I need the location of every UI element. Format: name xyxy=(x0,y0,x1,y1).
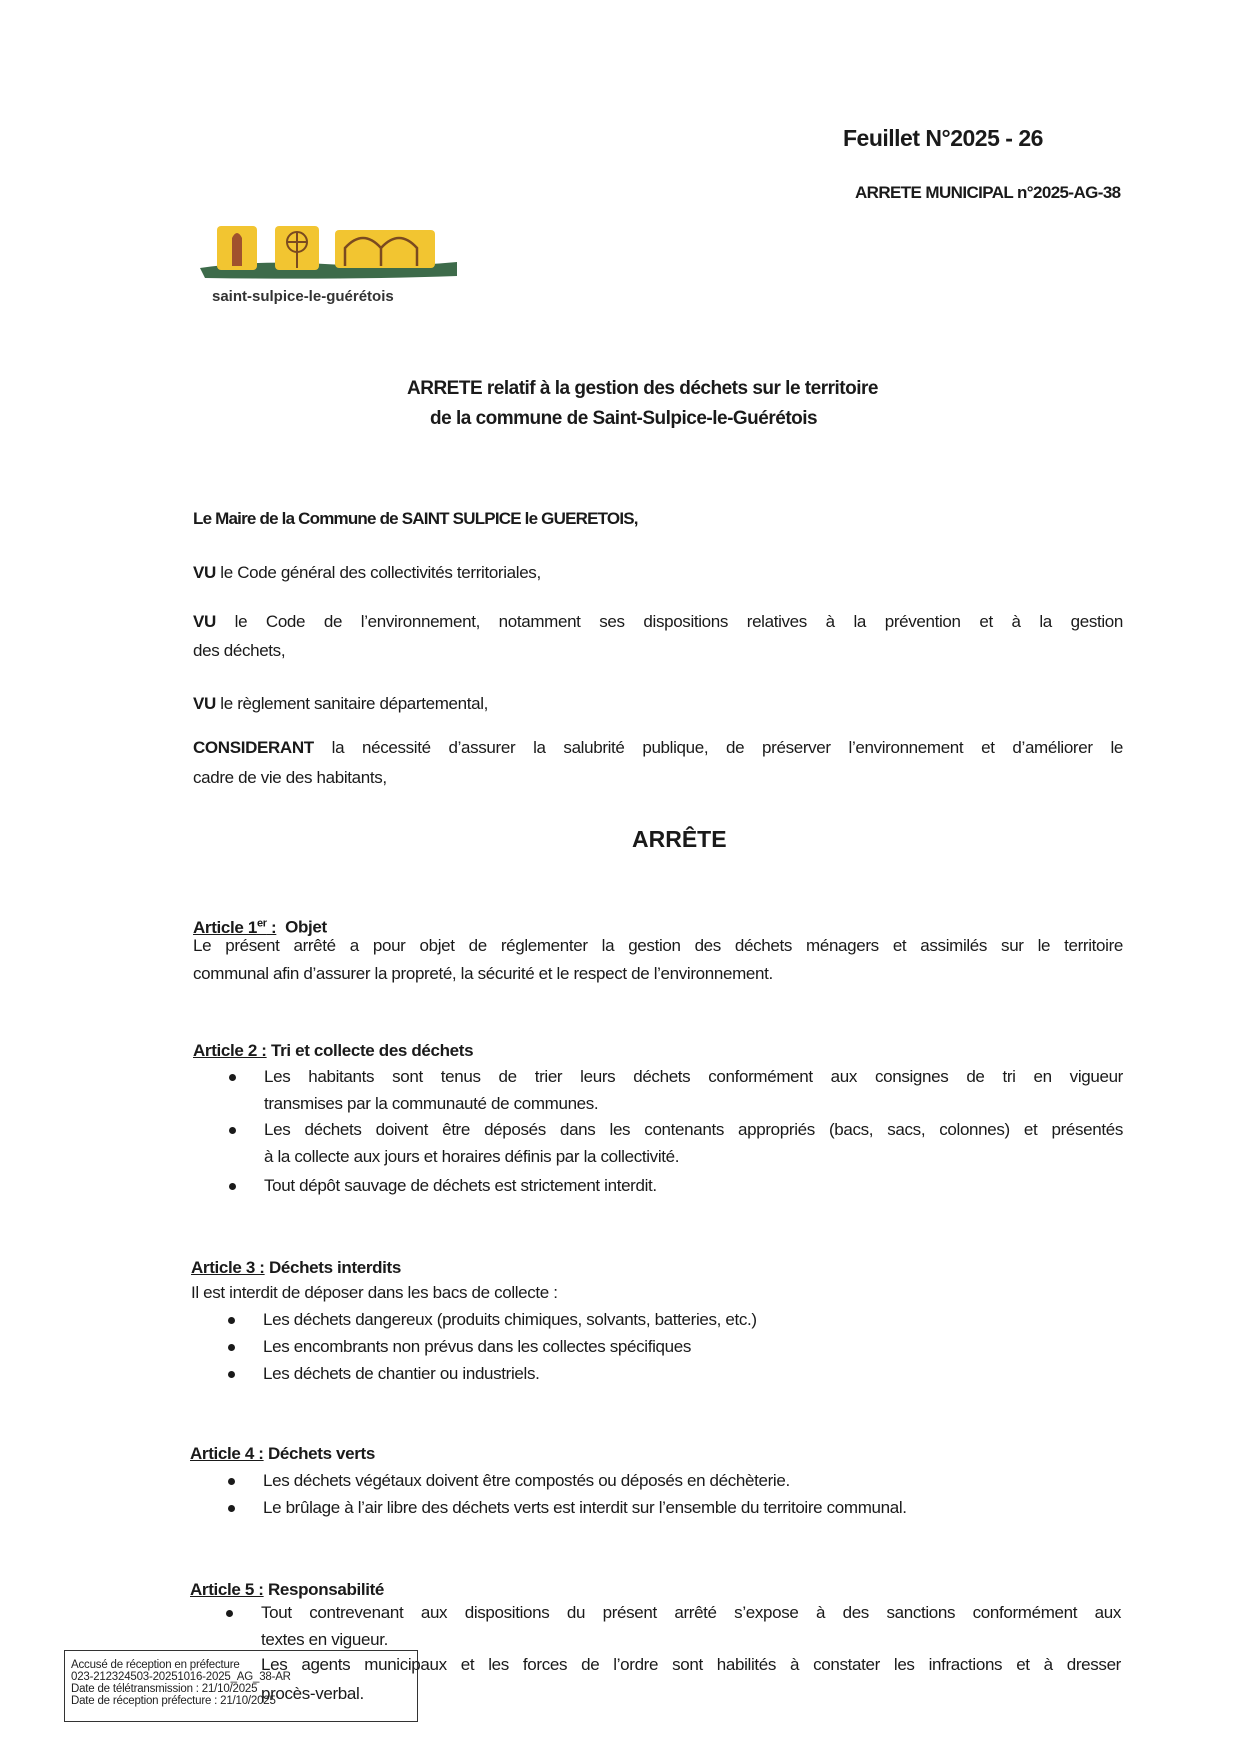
bullet-icon xyxy=(229,1183,236,1190)
vu-cgct xyxy=(193,562,541,584)
bullet-icon xyxy=(226,1610,233,1617)
article-5-label: Article 5 : xyxy=(190,1580,264,1599)
vu-text: le Code général des collectivités territoriales, xyxy=(215,563,541,582)
article-5-bullet-1-line-1: Tout contrevenant aux dispositions du présent arrêté s’expose à des sanctions conformément aux xyxy=(261,1603,1121,1622)
article-2-bullet-3: Tout dépôt sauvage de déchets est strictement interdit. xyxy=(264,1176,657,1195)
considerant-text: la nécessité d’assurer la salubrité publique, de préserver l’environnement et d’améliorer le xyxy=(313,738,1123,757)
article-3-bullet-1: Les déchets dangereux (produits chimiques, solvants, batteries, etc.) xyxy=(263,1310,757,1329)
article-3-intro: Il est interdit de déposer dans les bacs de collecte : xyxy=(191,1283,558,1302)
considerant-line-1 xyxy=(193,737,1123,759)
article-2-label: Article 2 : xyxy=(193,1041,267,1060)
bullet-icon xyxy=(228,1344,235,1351)
article-4-heading: Article 4 : Déchets verts xyxy=(190,1444,375,1463)
vu-keyword: VU xyxy=(193,694,216,713)
bullet-icon xyxy=(229,1127,236,1134)
article-3-bullet-3: Les déchets de chantier ou industriels. xyxy=(263,1364,540,1383)
article-5-bullet-2-line-1: Les agents municipaux et les forces de l’ordre sont habilités à constater les infractions et à dresser xyxy=(261,1655,1121,1674)
article-5-bullet-1-line-2: textes en vigueur. xyxy=(261,1630,388,1649)
vu-text: le règlement sanitaire départemental, xyxy=(215,694,489,713)
title-line-2: de la commune de Saint-Sulpice-le-Guérétois xyxy=(430,408,818,429)
maire-line: Le Maire de la Commune de SAINT SULPICE le GUERETOIS, xyxy=(193,509,638,528)
vu-keyword: VU xyxy=(193,612,216,631)
article-2-bullet-1-line-2: transmises par la communauté de communes. xyxy=(264,1094,599,1113)
article-2-heading: Article 2 : Tri et collecte des déchets xyxy=(193,1041,474,1060)
stamp-line: Accusé de réception en préfecture xyxy=(71,1659,240,1671)
vu-keyword: VU xyxy=(193,563,216,582)
stamp-line: 023-212324503-20251016-2025_AG_38-AR xyxy=(71,1671,291,1683)
stamp-line: Date de réception préfecture : 21/10/2025 xyxy=(71,1695,276,1707)
article-2-bullet-2-line-2: à la collecte aux jours et horaires définis par la collectivité. xyxy=(264,1147,680,1166)
stamp-line: Date de télétransmission : 21/10/2025 xyxy=(71,1683,258,1695)
article-3-bullet-2: Les encombrants non prévus dans les collectes spécifiques xyxy=(263,1337,691,1356)
logo-text: saint-sulpice-le-guérétois xyxy=(212,288,394,305)
title-line-1: ARRETE relatif à la gestion des déchets sur le territoire xyxy=(407,378,878,399)
article-3-heading: Article 3 : Déchets interdits xyxy=(191,1258,401,1277)
arrete-heading: ARRÊTE xyxy=(632,826,727,852)
article-2-bullet-1-line-1: Les habitants sont tenus de trier leurs déchets conformément aux consignes de tri en vigueur xyxy=(264,1067,1123,1086)
article-4-bullet-1: Les déchets végétaux doivent être compostés ou déposés en déchèterie. xyxy=(263,1471,790,1490)
arrete-number: ARRETE MUNICIPAL n°2025-AG-38 xyxy=(855,183,1121,202)
vu-env-line-2: des déchets, xyxy=(193,641,286,660)
article-5-bullet-2-line-2: procès-verbal. xyxy=(261,1684,364,1703)
article-4-bullet-2: Le brûlage à l’air libre des déchets verts est interdit sur l’ensemble du territoire communal. xyxy=(263,1498,907,1517)
vu-rsd xyxy=(193,693,488,715)
article-3-label: Article 3 : xyxy=(191,1258,265,1277)
considerant-keyword: CONSIDERANT xyxy=(193,738,314,757)
considerant-line-2: cadre de vie des habitants, xyxy=(193,768,387,787)
article-1-label: Article 1er : xyxy=(193,917,277,937)
bullet-icon xyxy=(229,1074,236,1081)
article-2-bullet-2-line-1: Les déchets doivent être déposés dans les contenants appropriés (bacs, sacs, colonnes) et présentés xyxy=(264,1120,1123,1139)
bullet-icon xyxy=(228,1478,235,1485)
bullet-icon xyxy=(228,1371,235,1378)
article-5-heading: Article 5 : Responsabilité xyxy=(190,1580,385,1599)
vu-text: le Code de l’environnement, notamment ses dispositions relatives à la prévention et à la gestion xyxy=(215,612,1123,631)
article-1-line-1: Le présent arrêté a pour objet de réglementer la gestion des déchets ménagers et assimilés sur le territoire xyxy=(193,936,1123,955)
article-1-line-2: communal afin d’assurer la propreté, la sécurité et le respect de l’environnement. xyxy=(193,964,773,983)
bullet-icon xyxy=(228,1317,235,1324)
vu-env-line-1 xyxy=(193,611,1123,633)
article-1-heading: Article 1er : Objet xyxy=(193,917,327,937)
feuillet-number: Feuillet N°2025 - 26 xyxy=(843,125,1043,151)
commune-logo xyxy=(195,218,460,284)
logo-emblem-icon xyxy=(195,218,460,284)
article-4-label: Article 4 : xyxy=(190,1444,264,1463)
bullet-icon xyxy=(228,1505,235,1512)
